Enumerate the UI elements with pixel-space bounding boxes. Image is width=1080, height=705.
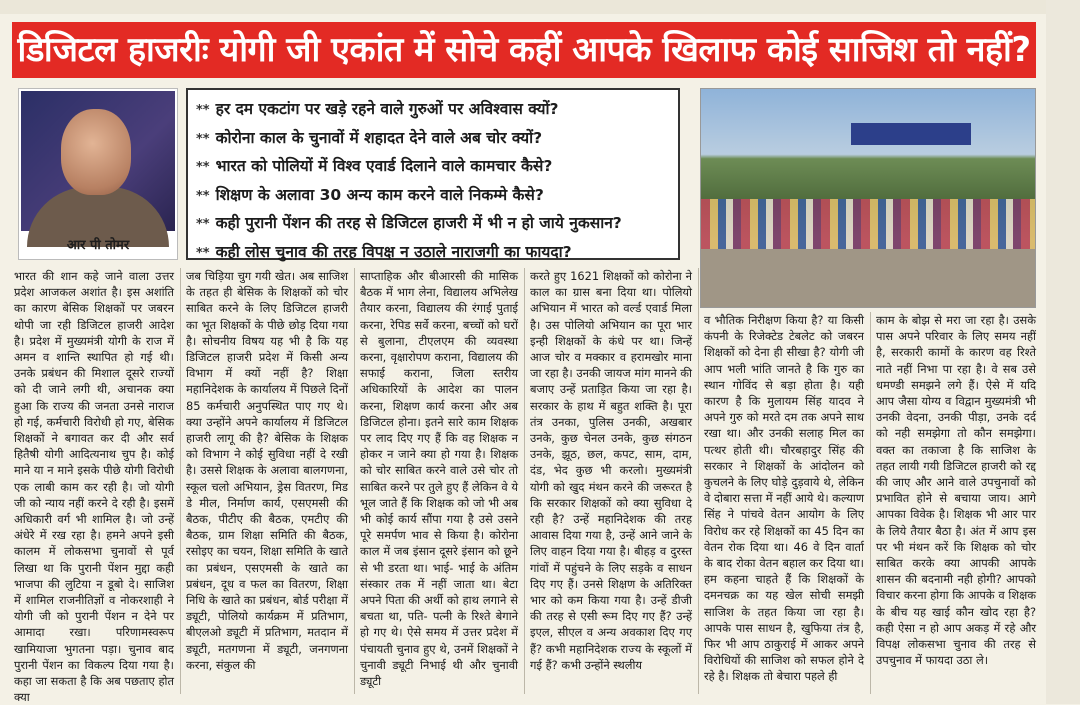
protest-road — [701, 249, 1035, 307]
highlight-text: कही लोस चुनाव की तरह विपक्ष न उठाले नाराजगी का फायदा? — [215, 242, 572, 261]
point-marker: ** — [196, 188, 210, 204]
highlight-point — [196, 125, 670, 154]
headline: डिजिटल हाजरीः योगी जी एकांत में सोचे कहीं आपके खिलाफ कोई साजिश तो नहीं? — [12, 22, 1036, 78]
highlight-text: कही पुरानी पेंशन की तरह से डिजिटल हाजरी में भी न हो जाये नुकसान? — [215, 214, 622, 232]
article-column-4: करते हुए 1621 शिक्षकों को कोरोना ने काल का ग्रास बना दिया था। पोलियो अभियान में भारत को वर्ल्ड एवार्ड मिला है। उस पोलियो अभियान का पूरा भार इन्ही शिक्षकों के कंधे पर था। जिन्हें आज चोर व मक्कार व हरामखोर माना जा रहा है। उनकी जायज मांग मानने की बजाए उन्हें प्रताड़ित किया जा रहा है। सरकार के हाथ में बहुत शक्ति है। पूरा तंत्र उनका, पुलिस उनकी, अखबार उनके, कुछ चेनल उनके, कुछ संगठन उनके, झूठ, छल, कपट, साम, दाम, दंड, भेद कुछ भी करलो। मुख्यमंत्री योगी को खुद मंथन करने की जरूरत है कि सरकार शिक्षकों को क्या सुविधा दे रही है? उन्हें महानिदेशक की तरह आवास दिया गया है, उन्हें आने जाने के लिए वाहन दिया गया है। बीहड़ व दुरस्त गांवों में पहुंचने के लिए सड़के व साधन दिए गए हैं। उनसे शिक्षण के अतिरिक्त भार को कम किया गया है। उन्हें डीजी की तरह से एसी रूम दिए गए हैं? उन्हें इएल, सीएल व अन्य अवकाश दिए गए हैं? कभी महानिदेशक राज्य के स्कूलों में गई हैं? कभी उन्होंने स्थलीय — [530, 269, 692, 672]
protest-banner — [851, 123, 971, 145]
page-edge — [1046, 0, 1080, 704]
article-column-3: साप्ताहिक और बीआरसी की मासिक बैठक में भाग लेना, विद्यालय अभिलेख तैयार करना, विद्यालय की रंगाई पुताई करना, रेपिड सर्वे करना, बच्चों को घरों से बुलाना, टीएलएम की व्यवस्था करना, वृक्षारोपण कराना, विद्यालय की सफाई कराना, जिला स्तरीय अधिकारियों के आदेश का पालन करना, शिक्षण कार्य करना और अब डिजिटल होना। इतने सारे काम शिक्षक पर लाद दिए गए हैं कि वह शिक्षक न होकर न जाने क्या हो गया है। शिक्षक को चोर साबित करने वाले उसे चोर तो साबित करने पर तुले हुए हैं लेकिन वे ये भूल जाते हैं कि शिक्षक को जो भी अब भी कोई कार्य सौंपा गया है उसे उसने पूरे समर्पण भाव से किया है। कोरोना काल में जब इंसान दूसरे इंसान को छूने से भी डरता था। भाई- भाई के अंतिम संस्कार तक में नहीं जाता था। बेटा अपने पिता की अर्थी को हाथ लगाने से बचता था, पति- पत्नी के रिश्ते बेगाने हो गए थे। ऐसे समय में उत्तर प्रदेश में पंचायती चुनाव हुए थे, उनमें शिक्षकों ने चुनावी ड्यूटी निभाई थी और चुनावी ड्यूटी — [360, 269, 518, 689]
column-divider — [870, 312, 871, 694]
page-top-strip — [0, 0, 1080, 14]
highlight-text: भारत को पोलियों में विश्व एवार्ड दिलाने वाले कामचार कैसे? — [215, 157, 553, 175]
highlights-box — [186, 88, 680, 260]
article-column-5: व भौतिक निरीक्षण किया है? या किसी कंपनी के रिजेक्टेड टेबलेट को जबरन शिक्षकों को देना ही सीखा है? योगी जी आप भली भांति जानते है कि गुरु का स्थान गोविंद से बड़ा होता है। यही कारण है कि मुलायम सिंह यादव ने अपने गुरु को मरते दम तक अपने साथ रखा था। और उनकी सलाह मिल का पत्थर होती थी। चौरबहादुर सिंह की सरकार ने शिक्षकों के आंदोलन को कुचलने के लिए घोड़े दुड़वाये थे, लेकिन वे दोबारा सत्ता में नहीं आये थे। कल्याण सिंह ने पांचवे वेतन आयोग के लिए विरोध कर रहे शिक्षकों का 45 दिन का वेतन रोक दिया था। 46 वे दिन वार्ता के बाद रोका वेतन बहाल कर दिया था। हम कहना चाहते हैं कि शिक्षकों के दमनचक्र का यह खेल सोची समझी साजिश के तहत किया जा रहा है। आपके पास साधन है, खुफिया तंत्र है, फिर भी आप ठाकुराई में आकर अपने विरोधियों की साजिश को सफल होने दे रहे है। शिक्षक तो बेचारा पहले ही — [704, 313, 864, 684]
point-marker: ** — [196, 103, 210, 118]
point-marker: ** — [196, 245, 210, 261]
highlight-point — [196, 182, 670, 211]
highlight-text: हर दम एकटांग पर खड़े रहने वाले गुरुओं पर अविश्वास क्यों? — [215, 100, 559, 118]
author-photo-face — [61, 109, 131, 195]
column-divider — [524, 268, 525, 694]
article-column-6: काम के बोझ से मरा जा रहा है। उसके पास अपने परिवार के लिए समय नहीं है, सरकारी कामों के कारण वह रिश्ते नाते नहीं निभा पा रहा है। वे सब उसे धमण्डी समझने लगे हैं। ऐसे में यदि आप जैसा योग्य व विद्वान मुख्यमंत्री भी उनकी वेदना, उनकी पीड़ा, उनके दर्द को नही समझेगा तो कौन समझेगा। वक्त का तकाजा है कि साजिश के तहत लायी गयी डिजिटल हाजरी को रद्द की जाए और आने वाले उपचुनावों को प्रभावित होने से बचाया जाय। आगे आपका विवेक है। शिक्षक भी आर पार के लिये तैयार बैठा है। अंत में आप इस पर भी मंथन करें कि शिक्षक को चोर साबित करके क्या आपकी आपके शासन की बदनामी नही होगी? आपको विचार करना होगा कि आपके व शिक्षक के बीच यह खाई कौन खोद रहा है? कही ऐसा न हो आप अकड़ में रहे और विपक्ष लोकसभा चुनाव की तरह से उपचुनाव में फायदा उठा ले। — [876, 313, 1036, 668]
highlight-point — [196, 210, 670, 239]
column-divider — [354, 268, 355, 694]
article-column-2: जब चिड़िया चुग गयी खेत। अब साजिश के तहत ही बेसिक के शिक्षकों को चोर साबित करने के लिए डिजिटल हाजरी का भूत शिक्षकों के पीछे छोड़ दिया गया है। सोचनीय विषय यह भी है कि यह डिजिटल हाजरी प्रदेश में किसी अन्य विभाग में क्यों नहीं है? शिक्षा महानिदेशक के कार्यालय में पिछले दिनों 85 कर्मचारी अनुपस्थित पाए गए थे। क्या उन्होंने अपने कार्यालय में डिजिटल हाजरी लागू की है? बेसिक के शिक्षक को विभाग ने कोई सुविधा नहीं दे रखी है। उससे शिक्षक के अलावा बालगणना, स्कूल चलो अभियान, ड्रेस वितरण, मिड डे मील, निर्माण कार्य, एसएमसी की बैठक, पीटीए की बैठक, एमटीए की बैठक, ग्राम शिक्षा समिति की बैठक, रसोइए का चयन, शिक्षा समिति के खाते का प्रबंधन, एसएमसी के खाते का प्रबंधन, दूध व फल का वितरण, शिक्षा निधि के खाते का प्रबंधन, बोर्ड परीक्षा में ड्यूटी, पोलियो कार्यक्रम में प्रतिभाग, बीएलओ ड्यूटी में प्रतिभाग, मतदान में ड्यूटी, मतगणना में ड्यूटी, जनगणना करना, संकुल की — [186, 269, 348, 672]
protest-photo — [700, 88, 1036, 308]
point-marker: ** — [196, 160, 210, 175]
point-marker: ** — [196, 217, 210, 232]
point-marker: ** — [196, 131, 210, 147]
article-column-1: भारत की शान कहे जाने वाला उत्तर प्रदेश आजकल अशांत है। इस अशांति का कारण बेसिक शिक्षकों पर जबरन थोपी जा रही डिजिटल हाजरी आदेश है। प्रदेश में मुख्यमंत्री योगी के राज में अमन व शान्ति स्थापित हो गई थी। उनके प्रबंधन की मिशाल दूसरे राज्यों को दी जाने लगी थी, अचानक क्या हुआ कि राज्य की जनता उनसे नाराज हो गई, कर्मचारी विरोधी हो गए, बेसिक शिक्षकों ने बगावत कर दी और सर्व हितैषी योगी आदित्यनाथ चुप है। कोई माने या न माने इसके पीछे योगी विरोधी एक लाबी काम कर रही है। जो योगी जी को न्याय नहीं करने दे रही है। इसमें अधिकारी वर्ग भी शामिल है। जो उन्हें अंधेरे में रख रहा है। हमने अपने इसी कालम में लोकसभा चुनावों से पूर्व लिखा था कि पुरानी पेंशन मुद्दा कही भाजपा की लुटिया न डूबो दे। साजिश में शामिल राजनीतिज्ञों व नोकरशाही ने योगी जी को पुरानी पेंशन न देने पर आमादा रखा। परिणामस्वरूप खामियाजा भुगतना पड़ा। चुनाव बाद पुरानी पेंशन का विकल्प दिया गया है। कहा जा सकता है कि अब पछताए होत क्या — [14, 269, 174, 705]
highlight-text: शिक्षण के अलावा 30 अन्य काम करने वाले निकम्मे कैसे? — [215, 185, 544, 204]
column-divider — [180, 268, 181, 694]
highlight-point — [196, 153, 670, 182]
author-photo — [21, 91, 175, 231]
column-divider — [698, 268, 699, 694]
author-box — [18, 88, 178, 260]
highlight-point — [196, 96, 670, 125]
highlight-point — [196, 239, 670, 268]
author-name: आर पी तोमर — [66, 238, 130, 253]
highlight-text: कोरोना काल के चुनावों में शहादत देने वाले अब चोर क्यों? — [215, 128, 543, 147]
